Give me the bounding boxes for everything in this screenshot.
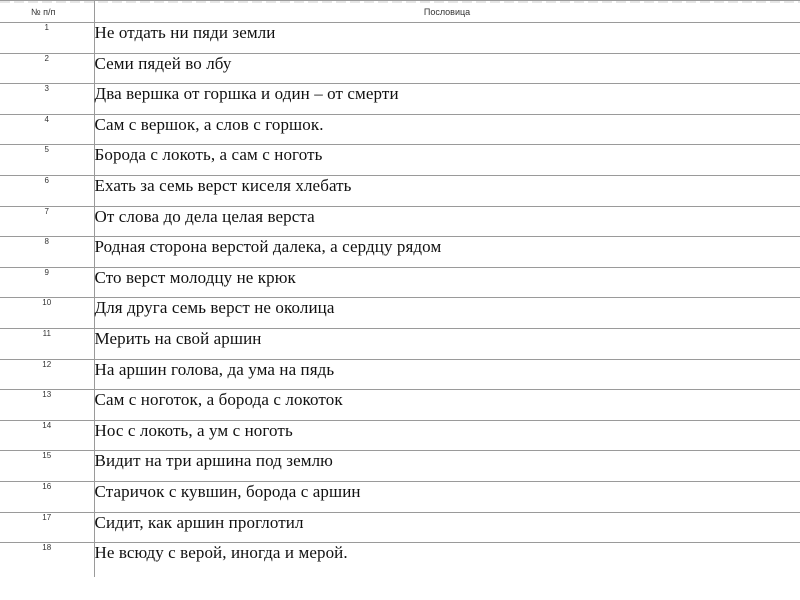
header-proverb: Пословица: [94, 1, 800, 23]
row-proverb: Для друга семь верст не околица: [94, 298, 800, 329]
row-number: 3: [0, 84, 94, 115]
row-number: 15: [0, 451, 94, 482]
row-number: 7: [0, 206, 94, 237]
header-number: № п/п: [0, 1, 94, 23]
row-number: 1: [0, 23, 94, 54]
row-number: 16: [0, 481, 94, 512]
table-row: [0, 53, 800, 84]
row-proverb: Старичок с кувшин, борода с аршин: [94, 481, 800, 512]
table-row: [0, 543, 800, 577]
row-proverb: Видит на три аршина под землю: [94, 451, 800, 482]
table-row: [0, 420, 800, 451]
row-number: 8: [0, 237, 94, 268]
row-proverb: Мерить на свой аршин: [94, 328, 800, 359]
row-proverb: Борода с локоть, а сам с ноготь: [94, 145, 800, 176]
row-proverb: Сам с вершок, а слов с горшок.: [94, 114, 800, 145]
table-row: [0, 23, 800, 54]
row-number: 18: [0, 543, 94, 577]
row-number: 5: [0, 145, 94, 176]
row-proverb: Нос с локоть, а ум с ноготь: [94, 420, 800, 451]
row-number: 12: [0, 359, 94, 390]
table-row: [0, 206, 800, 237]
table-row: [0, 512, 800, 543]
row-number: 9: [0, 267, 94, 298]
row-number: 6: [0, 175, 94, 206]
row-proverb: Сто верст молодцу не крюк: [94, 267, 800, 298]
row-number: 13: [0, 390, 94, 421]
row-proverb: Два вершка от горшка и один – от смерти: [94, 84, 800, 115]
table-row: [0, 84, 800, 115]
table-header-row: [0, 1, 800, 23]
table-row: [0, 237, 800, 268]
table-row: [0, 481, 800, 512]
table-row: [0, 114, 800, 145]
table-row: [0, 145, 800, 176]
row-proverb: Семи пядей во лбу: [94, 53, 800, 84]
row-proverb: Не всюду с верой, иногда и мерой.: [94, 543, 800, 577]
table-row: [0, 390, 800, 421]
row-number: 14: [0, 420, 94, 451]
table-row: [0, 298, 800, 329]
table-row: [0, 451, 800, 482]
row-number: 17: [0, 512, 94, 543]
row-number: 4: [0, 114, 94, 145]
row-number: 2: [0, 53, 94, 84]
row-proverb: Родная сторона верстой далека, а сердцу рядом: [94, 237, 800, 268]
row-number: 11: [0, 328, 94, 359]
row-number: 10: [0, 298, 94, 329]
row-proverb: От слова до дела целая верста: [94, 206, 800, 237]
row-proverb: На аршин голова, да ума на пядь: [94, 359, 800, 390]
row-proverb: Ехать за семь верст киселя хлебать: [94, 175, 800, 206]
table-row: [0, 175, 800, 206]
row-proverb: Сам с ноготок, а борода с локоток: [94, 390, 800, 421]
row-proverb: Не отдать ни пяди земли: [94, 23, 800, 54]
row-proverb: Сидит, как аршин проглотил: [94, 512, 800, 543]
table-row: [0, 267, 800, 298]
table-row: [0, 359, 800, 390]
table-row: [0, 328, 800, 359]
